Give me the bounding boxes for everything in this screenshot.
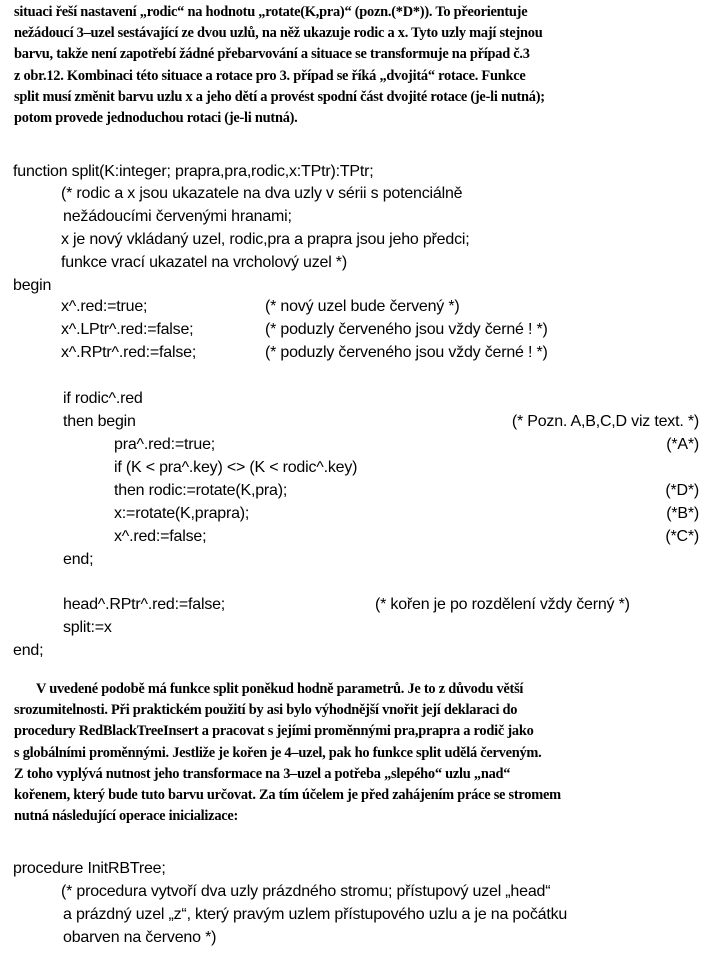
- paragraph-line: procedury RedBlackTreeInsert a pracovat s jejími proměnnými pra,prapra a rodič jako: [14, 723, 534, 740]
- code-statement: x:=rotate(K,prapra);: [114, 505, 250, 522]
- code-statement: head^.RPtr^.red:=false;: [63, 596, 226, 613]
- code-comment: (*B*): [666, 505, 699, 522]
- code-comment-line: (* rodic a x jsou ukazatele na dva uzly v sérii s potenciálně: [61, 185, 463, 202]
- code-comment-line: x je nový vkládaný uzel, rodic,pra a prapra jsou jeho předci;: [61, 231, 470, 248]
- code-comment: (* Pozn. A,B,C,D viz text. *): [511, 413, 699, 430]
- paragraph-line: nutná následující operace inicializace:: [14, 808, 239, 825]
- code-statement: x^.red:=true;: [61, 298, 148, 315]
- code-then-begin: then begin: [63, 413, 136, 430]
- paragraph-line: V uvedené podobě má funkce split poněkud hodně parametrů. Je to z důvodu větší: [36, 681, 524, 697]
- code-begin: begin: [13, 277, 52, 294]
- code-comment: (* poduzly červeného jsou vždy černé ! *): [265, 344, 548, 361]
- code-comment: (* nový uzel bude červený *): [265, 298, 460, 315]
- code-comment: (*D*): [665, 482, 699, 499]
- code-signature: function split(K:integer; prapra,pra,rodic,x:TPtr):TPtr;: [13, 163, 374, 180]
- paragraph-line: situaci řeší nastavení „rodic“ na hodnotu „rotate(K,pra)“ (pozn.(*D*)). To přeorientuje: [14, 4, 528, 20]
- code-comment: (* kořen je po rozdělení vždy černý *): [375, 596, 630, 613]
- code-if: if rodic^.red: [63, 390, 143, 407]
- code-comment-line: obarven na červeno *): [63, 929, 217, 946]
- code-comment: (*C*): [665, 528, 699, 545]
- code-comment: (* poduzly červeného jsou vždy černé ! *): [265, 321, 548, 338]
- code-comment-line: nežádoucími červenými hranami;: [63, 208, 292, 225]
- paragraph-line: z obr.12. Kombinaci této situace a rotace pro 3. případ se říká „dvojitá“ rotace. Funkce: [14, 67, 526, 84]
- code-end: end;: [13, 642, 44, 659]
- code-statement: x^.RPtr^.red:=false;: [61, 344, 197, 361]
- code-statement: pra^.red:=true;: [114, 436, 216, 453]
- paragraph-line: s globálními proměnnými. Jestliže je kořen je 4–uzel, pak ho funkce split udělá červeným.: [14, 744, 542, 761]
- code-statement: x^.red:=false;: [114, 528, 207, 545]
- code-comment-line: (* procedura vytvoří dva uzly prázdného stromu; přístupový uzel „head“: [61, 883, 551, 900]
- code-comment-line: funkce vrací ukazatel na vrcholový uzel *): [61, 254, 347, 271]
- code-signature: procedure InitRBTree;: [13, 860, 166, 877]
- paragraph-line: potom provede jednoduchou rotaci (je-li nutná).: [14, 110, 298, 127]
- code-comment: (*A*): [666, 436, 699, 453]
- paragraph-line: split musí změnit barvu uzlu x a jeho dětí a provést spodní část dvojité rotace (je-li nutná);: [14, 88, 545, 105]
- paragraph-line: barvu, takže není zapotřebí žádné přebarvování a situace se transformuje na případ č.3: [14, 46, 530, 63]
- code-statement: if (K < pra^.key) <> (K < rodic^.key): [114, 459, 358, 476]
- code-comment-line: a prázdný uzel „z“, který pravým uzlem přístupového uzlu a je na počátku: [63, 906, 568, 923]
- code-end: end;: [63, 551, 94, 568]
- paragraph-line: Z toho vyplývá nutnost jeho transformace na 3–uzel a potřeba „slepého“ uzlu „nad“: [14, 765, 511, 782]
- paragraph-line: kořenem, který bude tuto barvu určovat. Za tím účelem je před zahájením práce se stromem: [14, 787, 561, 804]
- code-statement: x^.LPtr^.red:=false;: [61, 321, 194, 338]
- paragraph-line: nežádoucí 3–uzel sestávající ze dvou uzlů, na něž ukazuje rodic a x. Tyto uzly mají stejnou: [14, 25, 543, 42]
- paragraph-line: srozumitelnosti. Při praktickém použití by asi bylo výhodnější vnořit její deklaraci do: [14, 702, 518, 719]
- code-statement: split:=x: [63, 619, 112, 636]
- code-statement: then rodic:=rotate(K,pra);: [114, 482, 288, 499]
